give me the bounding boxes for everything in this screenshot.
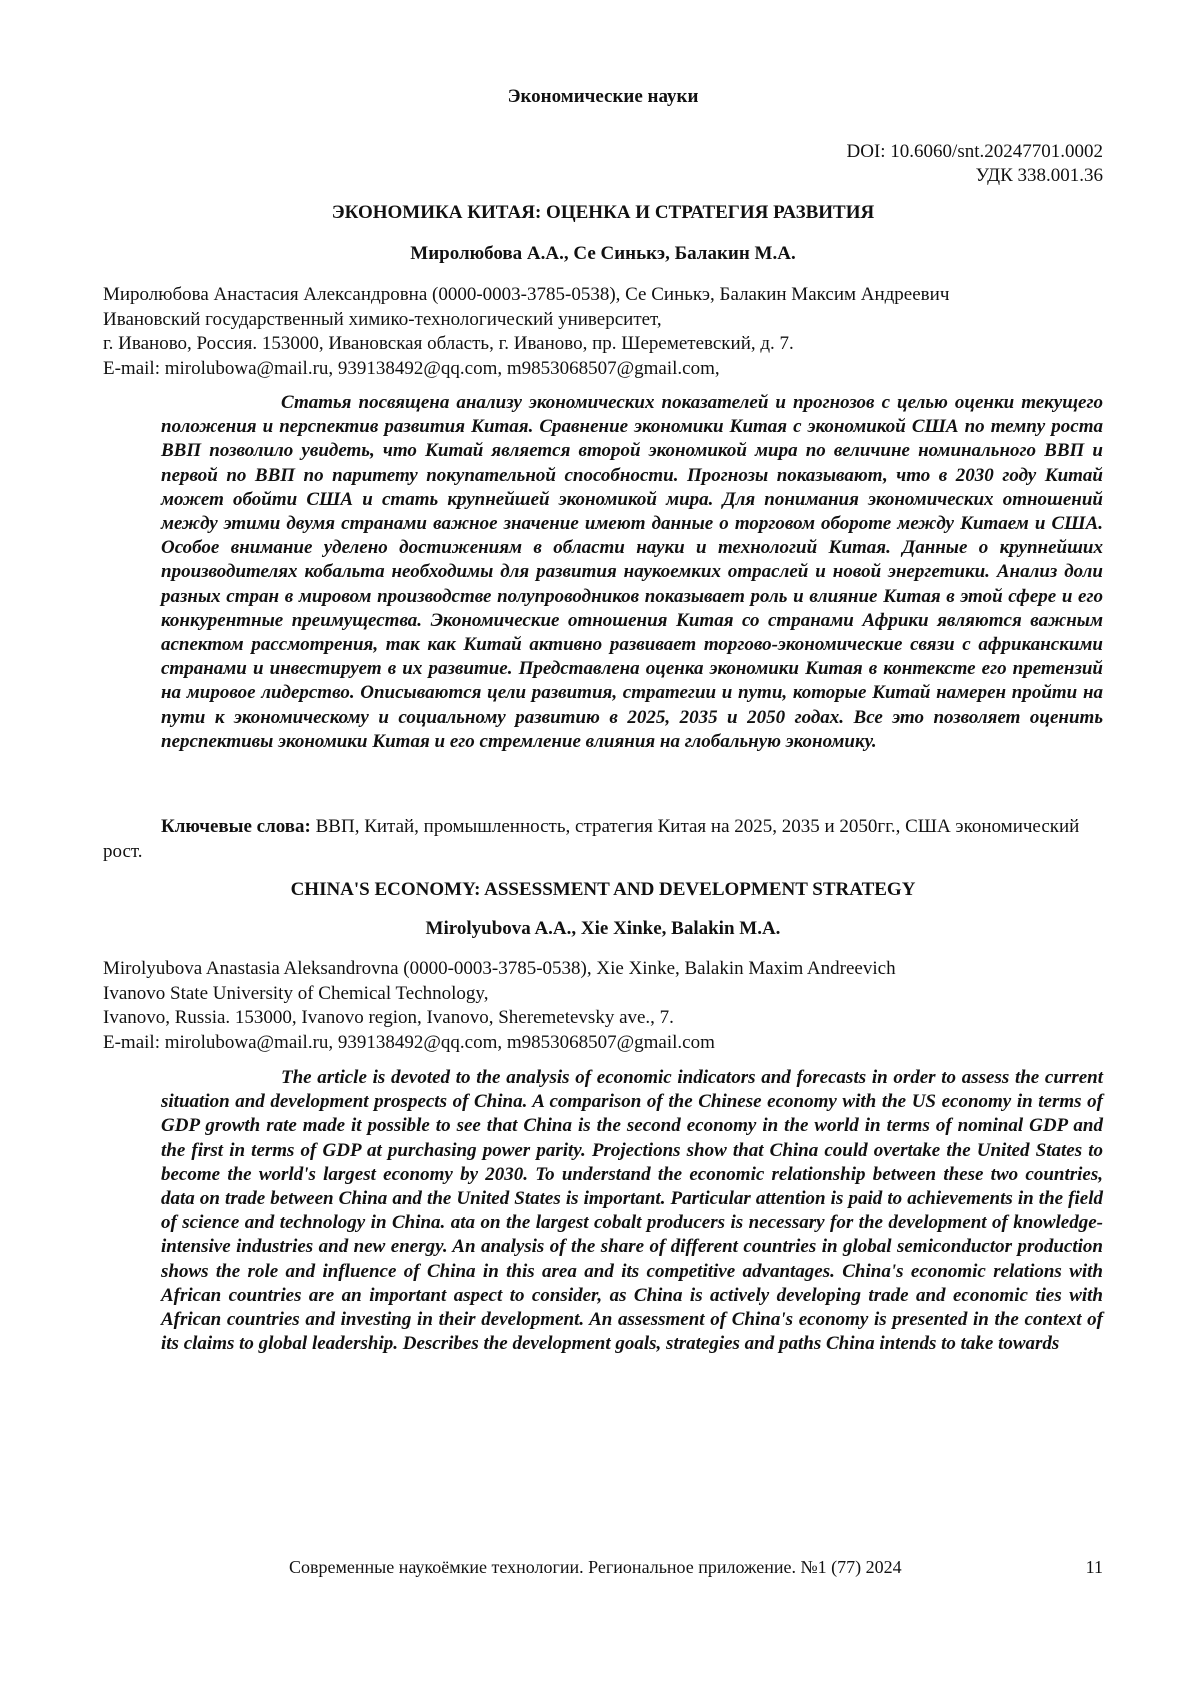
en-affiliation — [103, 957, 1113, 1055]
section-heading: Экономические науки — [507, 86, 699, 107]
journal-name: Современные наукоёмкие технологии. Региональное приложение. №1 (77) 2024 — [289, 1557, 902, 1577]
ru-affiliation-names: Миролюбова Анастасия Александровна (0000-0003-3785-0538), Се Синькэ, Балакин Максим Андреевич — [103, 284, 950, 305]
en-authors: Mirolyubova A.A., Xie Xinke, Balakin M.A. — [425, 918, 781, 939]
en-affiliation-email: E-mail: mirolubowa@mail.ru, 939138492@qq.com, m9853068507@gmail.com — [103, 1031, 715, 1053]
keywords-label: Ключевые слова: — [161, 816, 311, 837]
udk: УДК 338.001.36 — [975, 165, 1103, 186]
paper-page — [103, 0, 1103, 1697]
ru-affiliation-email: E-mail: mirolubowa@mail.ru, 939138492@qq.com, m9853068507@gmail.com, — [103, 357, 720, 379]
en-title: CHINA'S ECONOMY: ASSESSMENT AND DEVELOPMENT STRATEGY — [290, 879, 916, 900]
page-number: 11 — [1085, 1557, 1103, 1577]
en-abstract: The article is devoted to the analysis of economic indicators and forecasts in order to assess the current situation and development prospects of China. A comparison of the Chinese economy with the US economy in terms of GDP growth rate made it possible to see that China is the second economy in the world in terms of nominal GDP and the first in terms of GDP at purchasing power parity. Projections show that China could overtake the United States to become the world's largest economy by 2030. To understand the economic relationship between these two countries, data on trade between China and the United States is important. Particular attention is paid to achievements in the field of science and technology in China. ata on the largest cobalt producers is necessary for the development of knowledge-intensive industries and new energy. An analysis of the share of different countries in global semiconductor production shows the role and influence of China in this area and its competitive advantages. China's economic relations with African countries are an important aspect to consider, as China is actively developing trade and economic ties with African countries and investing in their development. An assessment of China's economy is presented in the context of its claims to global leadership. Describes the development goals, strategies and paths China intends to take towards — [161, 1067, 1103, 1355]
ru-title: ЭКОНОМИКА КИТАЯ: ОЦЕНКА И СТРАТЕГИЯ РАЗВИТИЯ — [331, 202, 875, 223]
ru-keywords — [103, 815, 1103, 864]
ru-affiliation-university: Ивановский государственный химико-технологический университет, — [103, 308, 662, 330]
en-affiliation-university: Ivanovo State University of Chemical Technology, — [103, 982, 489, 1004]
en-affiliation-names: Mirolyubova Anastasia Aleksandrovna (0000-0003-3785-0538), Xie Xinke, Balakin Maxim Andreevich — [103, 958, 896, 979]
ru-affiliation — [103, 283, 1113, 381]
ru-abstract: Статья посвящена анализу экономических показателей и прогнозов с целью оценки текущего положения и перспектив развития Китая. Сравнение экономики Китая с экономикой США по темпу роста ВВП позволило увидеть, что Китай является второй экономикой мира по величине номинального ВВП и первой по ВВП по паритету покупательной способности. Прогнозы показывают, что в 2030 году Китай может обойти США и стать крупнейшей экономикой мира. Для понимания экономических отношений между этими двумя странами важное значение имеют данные о торговом обороте между Китаем и США. Особое внимание уделено достижениям в области науки и технологий Китая. Данные о крупнейших производителях кобальта необходимы для развития наукоемких отраслей и новой энергетики. Анализ доли разных стран в мировом производстве полупроводников показывает роль и влияние Китая в этой сфере и его конкурентные преимущества. Экономические отношения Китая со странами Африки являются важным аспектом рассмотрения, так как Китай активно развивает торгово-экономические связи с африканскими странами и инвестирует в их развитие. Представлена оценка экономики Китая в контексте его претензий на мировое лидерство. Описываются цели развития, стратегии и пути, которые Китай намерен пройти на пути к экономическому и социальному развитию в 2025, 2035 и 2050 годах. Все это позволяет оценить перспективы экономики Китая и его стремление влияния на глобальную экономику. — [161, 392, 1103, 752]
en-affiliation-address: Ivanovo, Russia. 153000, Ivanovo region, Ivanovo, Sheremetevsky ave., 7. — [103, 1007, 674, 1028]
keywords-list: ВВП, Китай, промышленность, стратегия Китая на 2025, 2035 и 2050гг., США экономический рост. — [103, 816, 1080, 862]
article-identifiers — [847, 140, 1104, 188]
doi: DOI: 10.6060/snt.20247701.0002 — [846, 141, 1103, 162]
ru-authors: Миролюбова А.А., Се Синькэ, Балакин М.А. — [410, 243, 796, 264]
ru-affiliation-address: г. Иваново, Россия. 153000, Ивановская область, г. Иваново, пр. Шереметевский, д. 7. — [103, 333, 794, 354]
